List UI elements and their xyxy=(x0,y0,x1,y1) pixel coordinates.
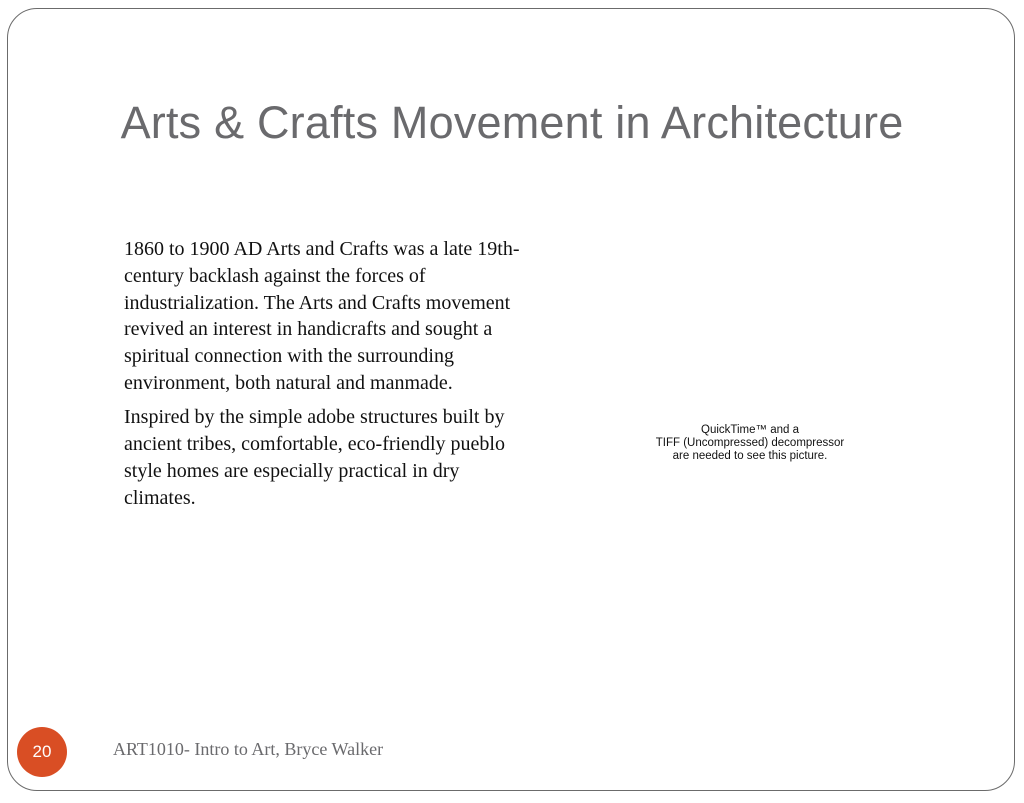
placeholder-line: TIFF (Uncompressed) decompressor xyxy=(655,437,845,449)
slide-footer: ART1010- Intro to Art, Bryce Walker xyxy=(113,739,384,759)
missing-picture-placeholder xyxy=(630,424,870,463)
body-paragraph-pueblo: Inspired by the simple adobe structures built by ancient tribes, comfortable, eco-friendly pueblo style homes are especially practical in dry climates. xyxy=(124,405,505,510)
placeholder-line: QuickTime™ and a xyxy=(701,424,799,436)
slide-title: Arts & Crafts Movement in Architecture xyxy=(120,97,904,148)
placeholder-line: are needed to see this picture. xyxy=(672,450,828,462)
slide-number-badge: 20 xyxy=(17,727,67,777)
body-paragraph-history: 1860 to 1900 AD Arts and Crafts was a late 19th-century backlash against the forces of industrialization. The Arts and Crafts movement revived an interest in handicrafts and sought a spiritual connection with the surrounding environment, both natural and manmade. xyxy=(124,238,520,394)
slide-body xyxy=(124,236,524,520)
